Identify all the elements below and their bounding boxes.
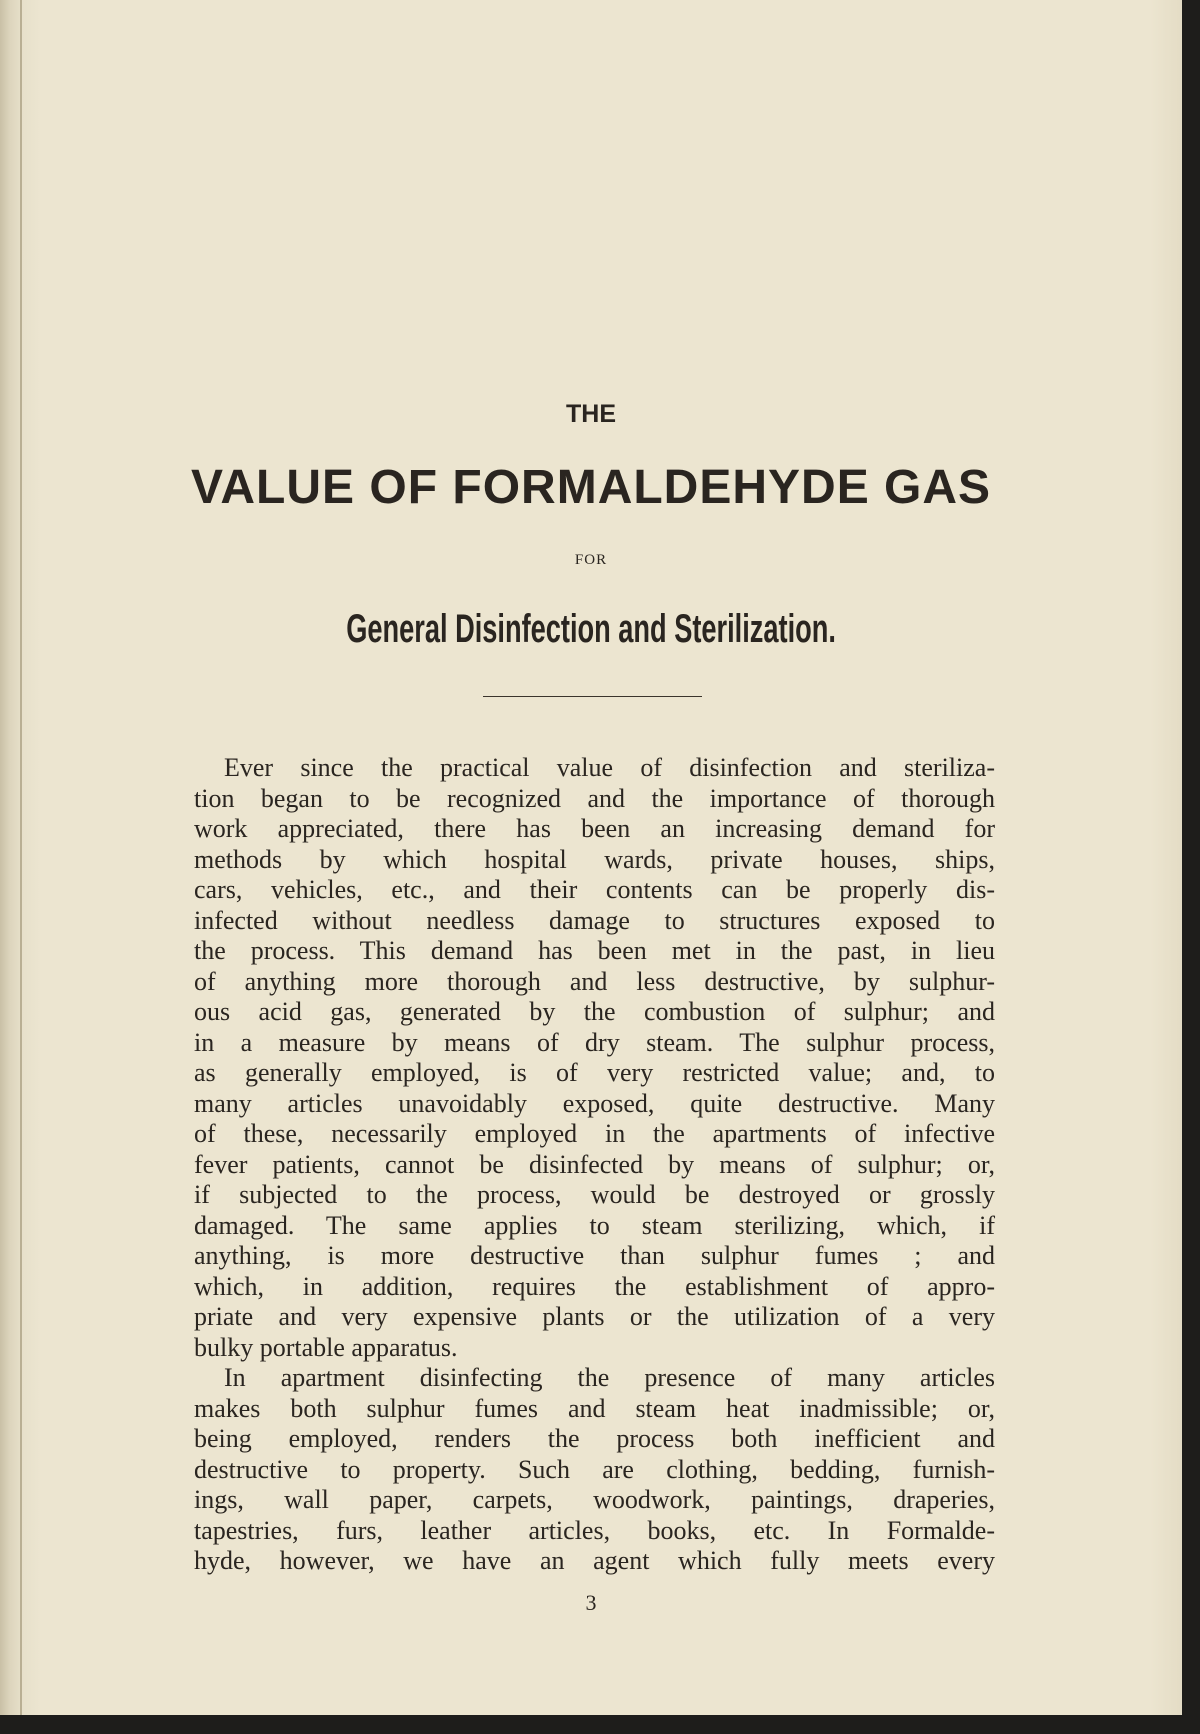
text-line: hyde, however, we have an agent which fully meets every: [194, 1546, 995, 1575]
body-text: [194, 753, 995, 1577]
text-line: if subjected to the process, would be destroyed or grossly: [194, 1180, 995, 1209]
text-line: cars, vehicles, etc., and their contents can be properly dis-: [194, 875, 995, 904]
text-line: priate and very expensive plants or the utilization of a very: [194, 1302, 995, 1331]
text-line: anything, is more destructive than sulphur fumes ; and: [194, 1241, 995, 1270]
text-line: In apartment disinfecting the presence of many articles: [224, 1363, 995, 1392]
text-line: as generally employed, is of very restricted value; and, to: [194, 1058, 995, 1087]
text-line: fever patients, cannot be disinfected by means of sulphur; or,: [194, 1149, 995, 1179]
text-line: infected without needless damage to structures exposed to: [194, 905, 995, 935]
text-line: ings, wall paper, carpets, woodwork, paintings, draperies,: [194, 1485, 995, 1514]
page-title: [0, 460, 1182, 515]
text-line: bulky portable apparatus.: [194, 1332, 458, 1362]
text-line: which, in addition, requires the establishment of appro-: [194, 1271, 995, 1301]
text-line: of these, necessarily employed in the apartments of infective: [194, 1119, 995, 1148]
text-line: of anything more thorough and less destructive, by sulphur-: [194, 966, 995, 996]
text-line: ous acid gas, generated by the combustion of sulphur; and: [194, 997, 995, 1026]
text-line: tapestries, furs, leather articles, books, etc. In Formalde-: [194, 1515, 995, 1545]
text-line: destructive to property. Such are clothing, bedding, furnish-: [194, 1454, 995, 1484]
page-subtitle: [0, 607, 1182, 652]
binding-edge: [20, 0, 22, 1715]
text-line: makes both sulphur fumes and steam heat inadmissible; or,: [194, 1393, 995, 1423]
text-line: many articles unavoidably exposed, quite destructive. Many: [194, 1088, 995, 1118]
text-line: in a measure by means of dry steam. The sulphur process,: [194, 1027, 995, 1057]
page-number: 3: [585, 1590, 597, 1615]
text-line: the process. This demand has been met in the past, in lieu: [194, 936, 995, 965]
divider-rule: [483, 696, 702, 697]
title-text: VALUE OF FORMALDEHYDE GAS: [190, 461, 992, 514]
subtitle-text: General Disinfection and Sterilization.: [346, 607, 836, 651]
text-line: methods by which hospital wards, private houses, ships,: [194, 844, 995, 874]
text-line: work appreciated, there has been an increasing demand for: [194, 814, 995, 843]
text-line: damaged. The same applies to steam sterilizing, which, if: [194, 1210, 995, 1240]
heading-the: THE: [566, 400, 616, 428]
text-line: tion began to be recognized and the importance of thorough: [194, 783, 995, 813]
heading-for: FOR: [574, 552, 608, 568]
text-line: being employed, renders the process both inefficient and: [194, 1424, 995, 1453]
text-line: Ever since the practical value of disinfection and steriliza-: [224, 753, 995, 782]
